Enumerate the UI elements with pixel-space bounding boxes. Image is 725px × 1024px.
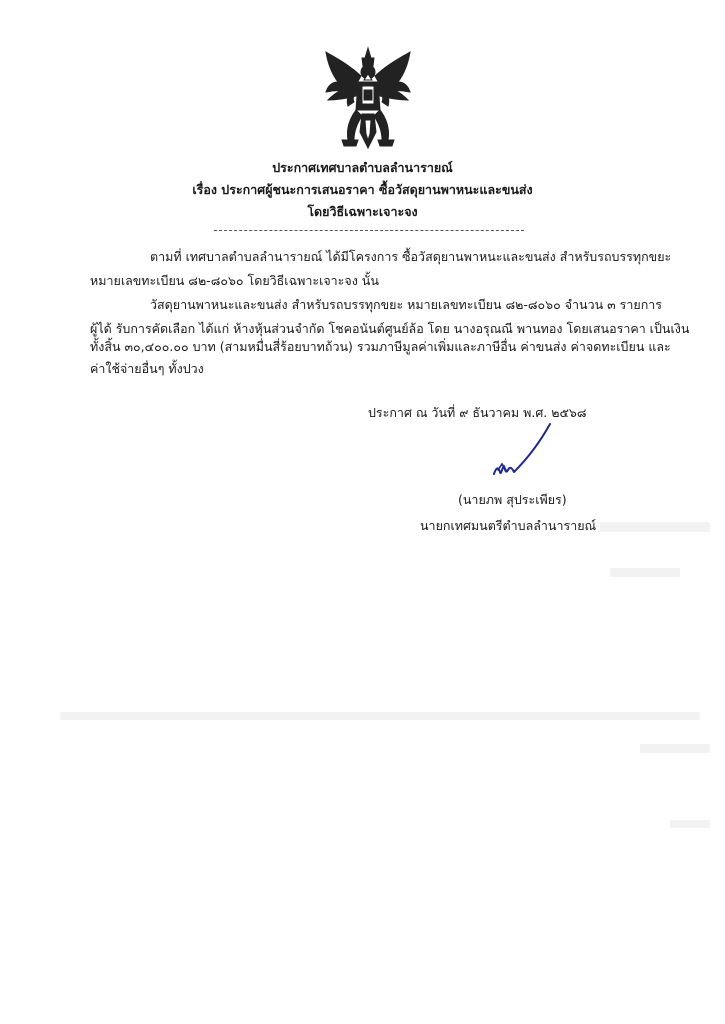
paragraph-2-line-3: ทั้งสิ้น ๓๐,๔๐๐.๐๐ บาท (สามหมื่นสี่ร้อยบาทถ้วน) รวมภาษีมูลค่าเพิ่มและภาษีอื่น ค่าขนส่ง ค่าจดทะเบียน และ (90, 339, 671, 354)
garuda-emblem-icon (318, 44, 418, 154)
paragraph-1-line-1: ตามที่ เทศบาลตำบลลำนาราย​ณ์ ได้มีโครงการ ซื้อวัสดุยานพาหนะและขนส่ง สำหรับรถบรรทุกขยะ (150, 249, 672, 264)
paragraph-1-line-2: หมายเลขทะเบียน ๘๒-๘๐๖๐ โดยวิธีเฉพาะเจาะจง นั้น (90, 273, 379, 288)
announcement-title: ประกาศเทศบาลตำบลลำนาราย​ณ์ (272, 160, 453, 175)
signatory-name: (นายภพ สุประเพียร) (458, 492, 567, 507)
announcement-method: โดยวิธีเฉพาะเจาะจง (307, 204, 418, 219)
signature-icon (488, 418, 558, 488)
bleed-through-mark (600, 522, 710, 532)
bleed-through-mark (640, 744, 710, 753)
bleed-through-mark (60, 712, 700, 720)
paragraph-2-line-4: ค่าใช้จ่ายอื่นๆ ทั้งปวง (90, 361, 204, 376)
divider-dashes (214, 230, 524, 231)
bleed-through-mark (670, 820, 710, 828)
announcement-subject: เรื่อง ประกาศผู้ชนะการเสนอราคา ซื้อวัสดุยานพาหนะและขนส่ง (192, 182, 533, 197)
paragraph-2-line-1: วัสดุยานพาหนะและขนส่ง สำหรับรถบรรทุกขยะ หมายเลขทะเบียน ๘๒-๘๐๖๐ จำนวน ๓ รายการ (150, 297, 662, 312)
paragraph-2-line-2: ผู้ได้ รับการคัดเลือก ได้แก่ ห้างหุ้นส่วนจำกัด โชคอนันต์ศูนย์ล้อ โดย นางอรุณณี พานทอง โดยเสนอราคา เป็นเงิน (90, 321, 690, 336)
announcement-date: ประกาศ ณ วันที่ ๙ ธันวาคม พ.ศ. ๒๕๖๘ (368, 405, 587, 420)
signatory-position: นายกเทศมนตรีตำบลลำนาราย​ณ์ (420, 518, 597, 533)
bleed-through-mark (610, 568, 680, 577)
